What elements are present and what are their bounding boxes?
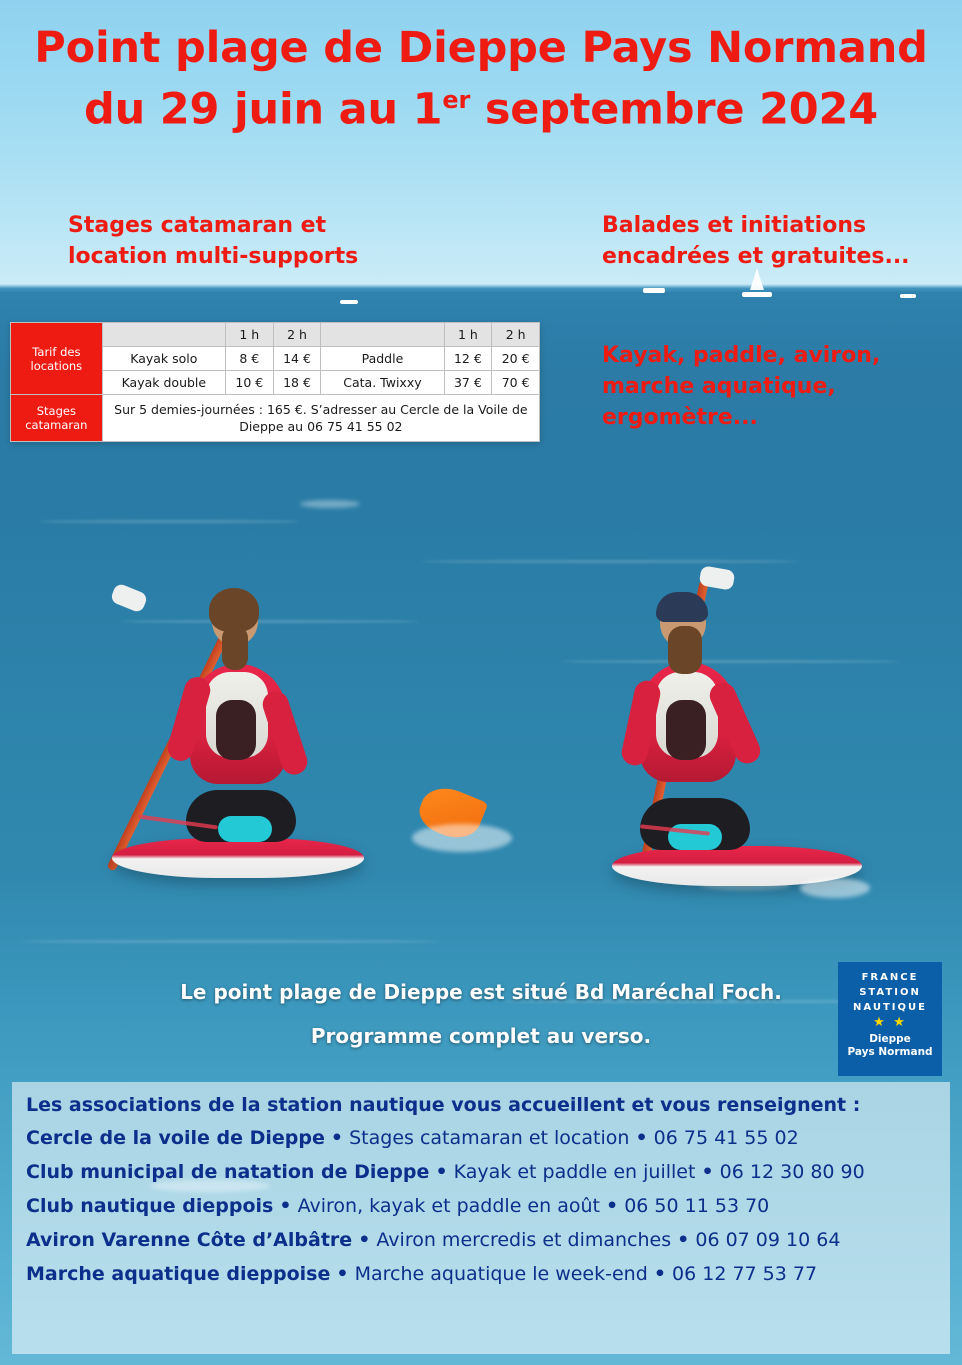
association-description: Marche aquatique le week-end xyxy=(354,1263,648,1285)
headline-line-1: Point plage de Dieppe Pays Normand xyxy=(34,23,928,73)
list-item xyxy=(26,1229,936,1251)
association-description: Aviron, kayak et paddle en août xyxy=(297,1195,600,1217)
water-sparkle xyxy=(300,500,360,508)
headline-date-suffix: septembre 2024 xyxy=(470,84,878,135)
table-header-row xyxy=(11,323,540,347)
catamaran-courses-note: Sur 5 demies-journées : 165 €. S’adresser au Cercle de la Voile de Dieppe au 06 75 41 55 02 xyxy=(102,395,539,442)
wave-ripple xyxy=(420,560,800,563)
distant-buoy xyxy=(340,300,358,304)
cell-cata-twixxy-2h: 70 € xyxy=(492,371,540,395)
cell-kayak-double-2h: 18 € xyxy=(273,371,321,395)
location-line-1: Le point plage de Dieppe est situé Bd Maréchal Foch. xyxy=(180,980,782,1004)
separator-dot: • xyxy=(635,1127,648,1149)
france-station-nautique-logo xyxy=(838,962,942,1076)
cell-kayak-solo: Kayak solo xyxy=(102,347,225,371)
header-right-2h: 2 h xyxy=(492,323,540,347)
water-splash xyxy=(412,824,512,852)
paddle-board xyxy=(112,838,364,878)
separator-dot: • xyxy=(435,1161,448,1183)
headline-ordinal-suffix: er xyxy=(442,86,471,114)
association-name: Cercle de la voile de Dieppe xyxy=(26,1127,325,1149)
cell-cata-twixxy-1h: 37 € xyxy=(444,371,492,395)
price-table xyxy=(10,322,540,442)
vest-panel xyxy=(666,700,706,760)
paddler-ponytail xyxy=(222,626,248,670)
wave-ripple xyxy=(560,660,900,663)
distant-boat xyxy=(900,294,916,298)
logo-stars-icon: ★ ★ xyxy=(873,1015,907,1030)
wave-ripple xyxy=(40,520,300,523)
association-name: Club nautique dieppois xyxy=(26,1195,274,1217)
cell-kayak-double-1h: 10 € xyxy=(225,371,273,395)
subhead-courses: Stages catamaran et location multi-supports xyxy=(68,213,359,269)
cell-kayak-solo-2h: 14 € xyxy=(273,347,321,371)
blank-cell xyxy=(102,323,225,347)
cell-kayak-double: Kayak double xyxy=(102,371,225,395)
header-left-2h: 2 h xyxy=(273,323,321,347)
association-phone: 06 50 11 53 70 xyxy=(624,1195,770,1217)
association-phone: 06 07 09 10 64 xyxy=(695,1229,841,1251)
list-item xyxy=(26,1195,936,1217)
separator-dot: • xyxy=(358,1229,371,1251)
cell-paddle: Paddle xyxy=(321,347,444,371)
separator-dot: • xyxy=(606,1195,619,1217)
paddler-hair xyxy=(668,626,702,674)
rental-price-label: Tarif des locations xyxy=(11,323,103,395)
catamaran-courses-label: Stages catamaran xyxy=(11,395,103,442)
separator-dot: • xyxy=(653,1263,666,1285)
location-line-2: Programme complet au verso. xyxy=(310,1024,652,1048)
poster-headline xyxy=(0,22,962,135)
list-item xyxy=(26,1161,936,1183)
paddler-cap xyxy=(656,592,708,622)
list-item xyxy=(26,1127,936,1149)
distant-catamaran-hull xyxy=(742,292,772,297)
association-phone: 06 12 30 80 90 xyxy=(719,1161,865,1183)
header-left-1h: 1 h xyxy=(225,323,273,347)
logo-line-nautique: NAUTIQUE xyxy=(853,1002,927,1013)
subhead-free-activities: Balades et initiations encadrées et gratuites... xyxy=(602,213,910,269)
blank-cell xyxy=(321,323,444,347)
separator-dot: • xyxy=(701,1161,714,1183)
water-splash xyxy=(800,878,870,898)
header-right-1h: 1 h xyxy=(444,323,492,347)
separator-dot: • xyxy=(677,1229,690,1251)
wave-ripple xyxy=(20,940,440,943)
activities-list: Kayak, paddle, aviron, marche aquatique, ergomètre... xyxy=(602,343,881,430)
logo-line-station: STATION xyxy=(859,987,921,998)
separator-dot: • xyxy=(330,1127,344,1149)
logo-sub-pays-normand: Pays Normand xyxy=(847,1046,933,1058)
wave-ripple xyxy=(120,620,420,623)
headline-date-prefix: du 29 juin au 1 xyxy=(84,84,443,135)
headline-line-2 xyxy=(0,74,962,135)
cell-kayak-solo-1h: 8 € xyxy=(225,347,273,371)
association-phone: 06 75 41 55 02 xyxy=(653,1127,799,1149)
association-description: Kayak et paddle en juillet xyxy=(453,1161,696,1183)
association-description: Aviron mercredis et dimanches xyxy=(376,1229,672,1251)
cell-cata-twixxy: Cata. Twixxy xyxy=(321,371,444,395)
cell-paddle-2h: 20 € xyxy=(492,347,540,371)
list-item xyxy=(26,1263,936,1285)
association-name: Aviron Varenne Côte d’Albâtre xyxy=(26,1229,353,1251)
paddler-shorts xyxy=(218,816,272,842)
separator-dot: • xyxy=(336,1263,349,1285)
associations-panel xyxy=(12,1082,950,1354)
association-description: Stages catamaran et location xyxy=(349,1127,630,1149)
vest-panel xyxy=(216,700,256,760)
associations-intro: Les associations de la station nautique vous accueillent et vous renseignent : xyxy=(26,1094,861,1116)
association-name: Marche aquatique dieppoise xyxy=(26,1263,331,1285)
logo-sub-dieppe: Dieppe xyxy=(869,1033,911,1045)
association-name: Club municipal de natation de Dieppe xyxy=(26,1161,430,1183)
table-row-note xyxy=(11,395,540,442)
distant-boat xyxy=(643,288,665,293)
cell-paddle-1h: 12 € xyxy=(444,347,492,371)
logo-line-france: FRANCE xyxy=(861,972,919,983)
association-phone: 06 12 77 53 77 xyxy=(672,1263,818,1285)
separator-dot: • xyxy=(279,1195,292,1217)
